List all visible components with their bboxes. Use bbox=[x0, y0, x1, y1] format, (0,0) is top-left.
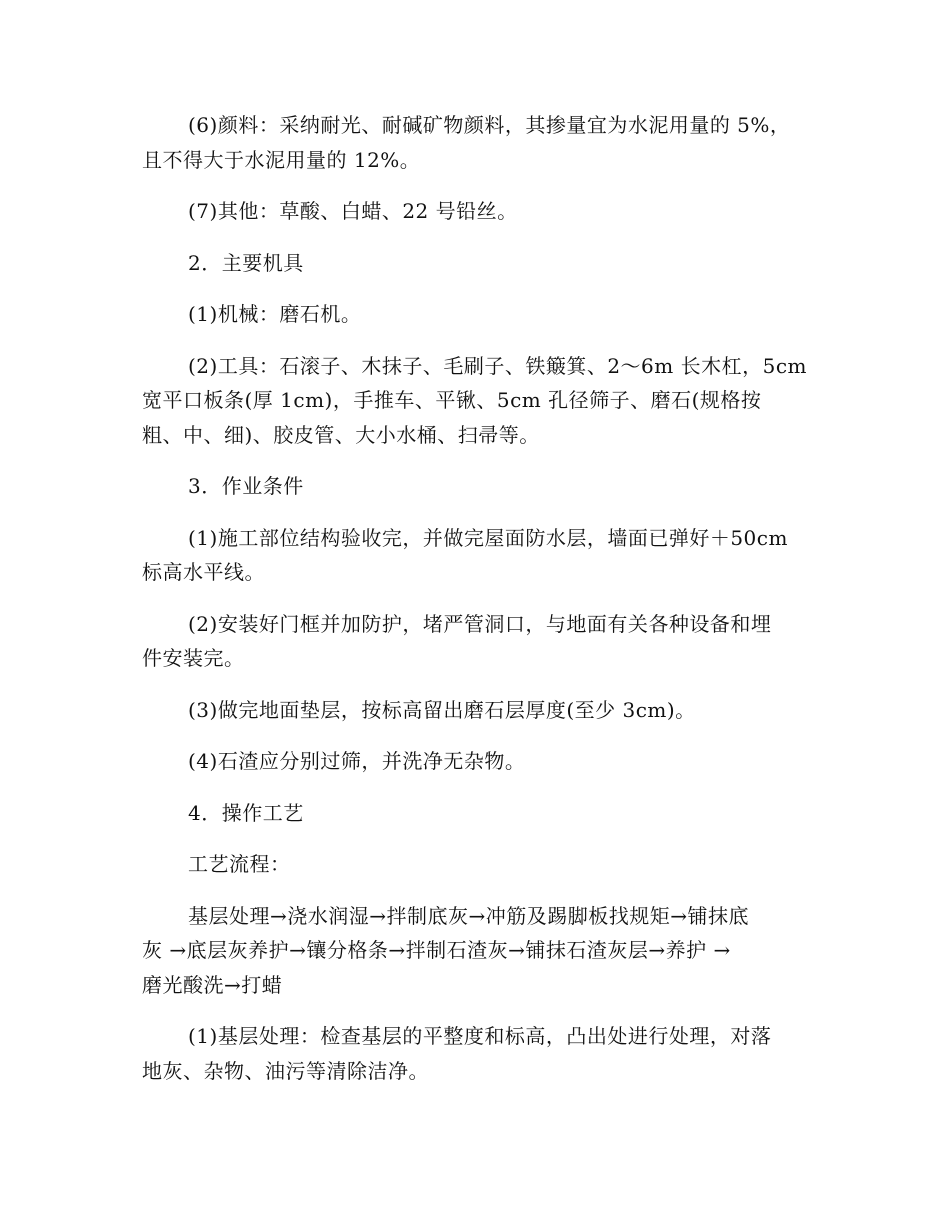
document-body bbox=[142, 108, 810, 1105]
paragraph-condition-2 bbox=[142, 607, 810, 676]
heading-text: 4．操作工艺 bbox=[188, 800, 304, 825]
heading-text: 2．主要机具 bbox=[188, 250, 304, 275]
paragraph-condition-4 bbox=[142, 744, 810, 779]
text-line: (1)基层处理：检查基层的平整度和标高，凸出处进行处理，对落 bbox=[188, 1024, 772, 1048]
text-line: (2)安装好门框并加防护，堵严管洞口，与地面有关各种设备和埋 bbox=[188, 611, 772, 636]
text-line: (1)机械：磨石机。 bbox=[188, 302, 362, 326]
paragraph-condition-3 bbox=[142, 693, 810, 728]
text-line: (1)施工部位结构验收完，并做完屋面防水层，墙面已弹好＋50cm bbox=[188, 525, 788, 550]
text-line: 工艺流程： bbox=[188, 852, 291, 876]
paragraph-process-flow bbox=[142, 899, 810, 1003]
section-heading-process bbox=[142, 796, 810, 831]
text-line: (6)颜料：采纳耐光、耐碱矿物颜料，其掺量宜为水泥用量的 5%， bbox=[188, 113, 791, 137]
text-line: 粗、中、细)、胶皮管、大小水桶、扫帚等。 bbox=[142, 422, 540, 447]
section-heading-machinery bbox=[142, 246, 810, 281]
text-line: 件安装完。 bbox=[142, 646, 245, 670]
paragraph-machinery bbox=[142, 297, 810, 332]
paragraph-process-title bbox=[142, 847, 810, 882]
text-line: 宽平口板条(厚 1cm)，手推车、平锹、5cm 孔径筛子、磨石(规格按 bbox=[142, 388, 762, 412]
text-line: (7)其他：草酸、白蜡、22 号铅丝。 bbox=[188, 199, 518, 223]
text-line: 基层处理→浇水润湿→拌制底灰→冲筋及踢脚板找规矩→铺抹底 bbox=[188, 903, 750, 928]
text-line: 灰 →底层灰养护→镶分格条→拌制石渣灰→铺抹石渣灰层→养护 → bbox=[142, 938, 731, 962]
text-line: 地灰、杂物、油污等清除洁净。 bbox=[142, 1058, 429, 1083]
paragraph-base-treatment bbox=[142, 1019, 810, 1088]
section-heading-conditions bbox=[142, 469, 810, 504]
text-line: (3)做完地面垫层，按标高留出磨石层厚度(至少 3cm)。 bbox=[188, 697, 696, 722]
text-line: (2)工具：石滚子、木抹子、毛刷子、铁簸箕、2～6m 长木杠，5cm bbox=[188, 353, 807, 378]
paragraph-pigment bbox=[142, 108, 810, 177]
text-line: 且不得大于水泥用量的 12%。 bbox=[142, 147, 421, 172]
text-line: 标高水平线。 bbox=[142, 560, 265, 584]
paragraph-tools bbox=[142, 349, 810, 453]
paragraph-other bbox=[142, 194, 810, 229]
paragraph-condition-1 bbox=[142, 521, 810, 590]
heading-text: 3．作业条件 bbox=[188, 474, 304, 498]
text-line: (4)石渣应分别过筛，并洗净无杂物。 bbox=[188, 749, 526, 773]
text-line: 磨光酸洗→打蜡 bbox=[142, 972, 283, 997]
